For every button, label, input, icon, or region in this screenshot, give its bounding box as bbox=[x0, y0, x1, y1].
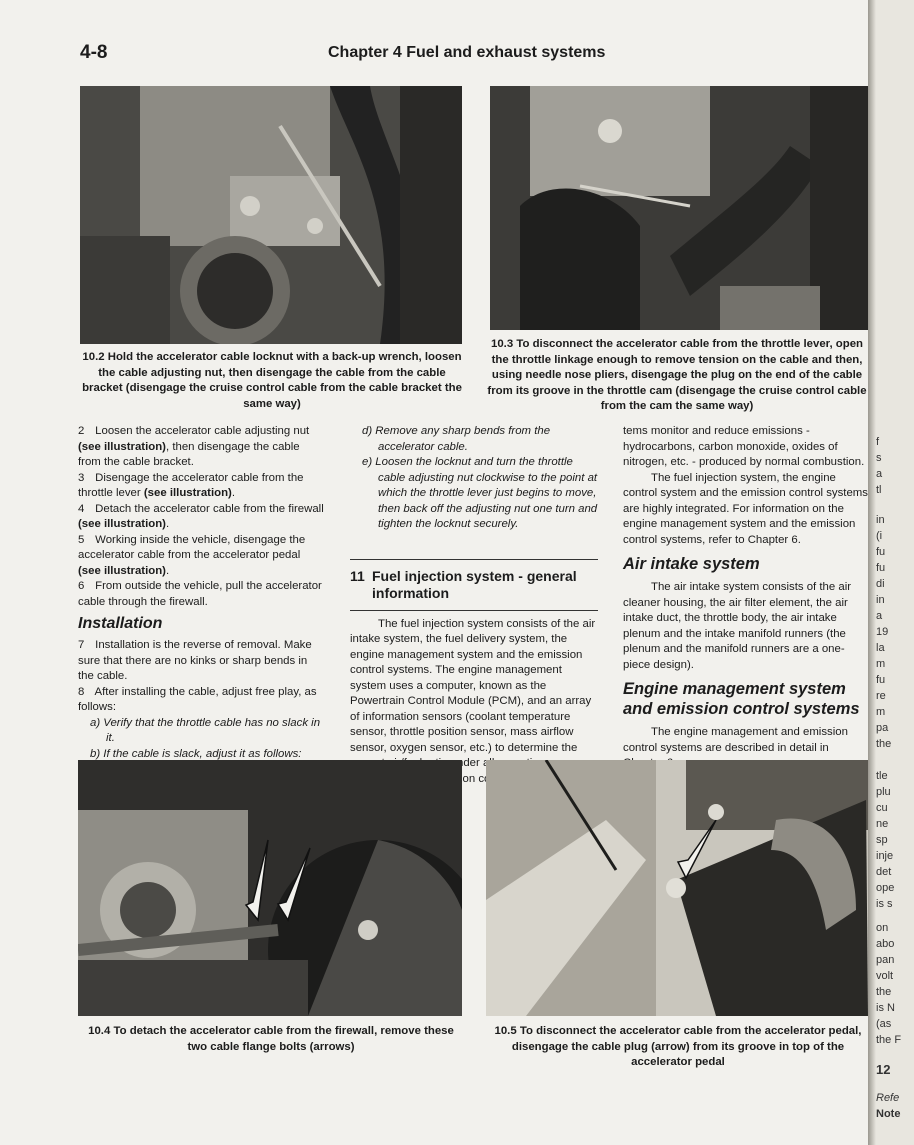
installation-heading: Installation bbox=[78, 615, 163, 632]
next-page-line: in bbox=[876, 594, 885, 606]
step-7: 7 Installation is the reverse of removal. Make sure that there are no kinks or sharp bends in the cable. bbox=[78, 639, 312, 682]
next-page-line: the bbox=[876, 738, 892, 750]
next-page-line: tle bbox=[876, 770, 888, 782]
next-page-line: 19 bbox=[876, 626, 889, 638]
step-8: 8 After installing the cable, adjust free play, as follows: bbox=[78, 685, 317, 713]
step-2: 2 Loosen the accelerator cable adjusting nut (see illustration), then disengage the cable from the cable bracket. bbox=[78, 425, 310, 468]
text-column-2 bbox=[350, 424, 598, 787]
next-page-line: a bbox=[876, 610, 883, 622]
next-page-line: a bbox=[876, 468, 883, 480]
next-page-line: m bbox=[876, 706, 886, 718]
continued-text: tems monitor and reduce emissions - hydrocarbons, carbon monoxide, oxides of nitrogen, etc. - produced by normal combustion. bbox=[623, 425, 865, 468]
step-3: 3 Disengage the accelerator cable from the throttle lever (see illustration). bbox=[78, 471, 304, 499]
sub-item-d: d) Remove any sharp bends from the accelerator cable. bbox=[362, 425, 551, 453]
photo-fig-10-3 bbox=[490, 86, 868, 330]
next-page-line: (as bbox=[876, 1018, 892, 1030]
chapter-title: Chapter 4 Fuel and exhaust systems bbox=[328, 44, 606, 61]
step-6: 6 From outside the vehicle, pull the accelerator cable through the firewall. bbox=[78, 580, 322, 608]
next-page-line: fu bbox=[876, 674, 886, 686]
next-page-line: pa bbox=[876, 722, 889, 734]
section-11-heading: 11 Fuel injection system - general information bbox=[350, 567, 577, 601]
text-column-1 bbox=[78, 424, 324, 793]
next-page-line: fu bbox=[876, 546, 886, 558]
next-page-line: plu bbox=[876, 786, 891, 798]
next-page-line: the F bbox=[876, 1034, 902, 1046]
next-page-line: tl bbox=[876, 484, 882, 496]
engine-management-body: The engine management and emission control systems are described in detail in bbox=[623, 726, 848, 754]
next-page-line: re bbox=[876, 690, 886, 702]
next-page-line: sp bbox=[876, 834, 888, 846]
next-page-line: f bbox=[876, 436, 880, 448]
sub-item-b: b) If the cable is slack, adjust it as follows: bbox=[90, 747, 302, 760]
next-page-line: pan bbox=[876, 954, 895, 966]
next-page-line: Note bbox=[876, 1108, 901, 1120]
next-page-line: inje bbox=[876, 850, 894, 862]
next-page-line: fu bbox=[876, 562, 886, 574]
step-4: 4 Detach the accelerator cable from the firewall (see illustration). bbox=[78, 502, 324, 530]
page-spine bbox=[868, 0, 876, 1145]
next-page-line: in bbox=[876, 514, 885, 526]
next-page-line: Refe bbox=[876, 1092, 900, 1104]
caption-fig-10-2: 10.2 Hold the accelerator cable locknut with a back-up wrench, loosen the cable adjusting nut, then disengage the cable from the cable bracket (disengage the cruise control cable from the cable bracket the same way) bbox=[82, 351, 462, 410]
caption-fig-10-5: 10.5 To disconnect the accelerator cable from the accelerator pedal, disengage the cable plug (arrow) from its groove in top of the accelerator pedal bbox=[494, 1025, 862, 1068]
integration-paragraph: The fuel injection system, the engine control system and the emission control systems are highly integrated. For information on the engine management system and the emission control systems, refer to Chapter 6. bbox=[623, 471, 868, 546]
sub-item-a: a) Verify that the throttle cable has no slack in it. bbox=[90, 716, 321, 744]
section-11-body: The fuel injection system consists of the air intake system, the fuel delivery system, the engine management system and the emission control systems. The engine management system uses a computer, known as the Powertrain Control Module (PCM), and an array of information sensors (coolant temperature sensor, throttle position sensor, mass airflow sensor, oxygen sensor, etc.) to determine the under bbox=[350, 617, 596, 769]
step-5: 5 Working inside the vehicle, disengage the accelerator cable from the accelerator pedal (see illustration). bbox=[78, 533, 306, 577]
next-page-line: di bbox=[876, 578, 885, 590]
text-column-3 bbox=[623, 424, 868, 772]
next-page-line: s bbox=[876, 452, 882, 464]
next-page-line: det bbox=[876, 866, 892, 878]
adjacent-page-edge bbox=[868, 0, 914, 1145]
section-rule-bottom bbox=[350, 610, 598, 611]
caption-fig-10-4: 10.4 To detach the accelerator cable from the firewall, remove these two cable flange bolts (arrows) bbox=[88, 1025, 454, 1053]
next-page-line: la bbox=[876, 642, 885, 654]
air-intake-heading: Air intake system bbox=[623, 555, 760, 573]
next-page-line: (i bbox=[876, 530, 883, 542]
next-page-line: is s bbox=[876, 898, 893, 910]
next-page-line: ne bbox=[876, 818, 889, 830]
next-page-line: is N bbox=[876, 1002, 895, 1014]
next-page-line: cu bbox=[876, 802, 888, 814]
air-intake-body: The air intake system consists of the air cleaner housing, the air filter element, the air intake duct, the throttle body, the air intake plenum and the intake manifold runners (the plenum and the manifold runners are a one-piece design). bbox=[623, 581, 852, 671]
photo-fig-10-4 bbox=[78, 760, 462, 1016]
next-page-line: m bbox=[876, 658, 886, 670]
caption-fig-10-3: 10.3 To disconnect the accelerator cable from the throttle lever, open the throttle linkage enough to remove tension on the cable and then, using needle nose pliers, disengage the plug on the end of the cable from its groove in the throttle cam (disengage the cruise control cable from the cam the same way) bbox=[487, 338, 867, 412]
sub-item-e: e) Loosen the locknut and turn the throttle cable adjusting nut clockwise to the point at which the throttle lever just begins to move, then back off the adjusting nut one turn and tighten the locknut securely. bbox=[362, 456, 598, 530]
section-rule bbox=[350, 559, 598, 560]
next-page-line: the bbox=[876, 986, 892, 998]
next-page-line: on bbox=[876, 922, 889, 934]
engine-management-heading: Engine management system and emission control systems bbox=[623, 680, 860, 718]
next-page-line: 12 bbox=[876, 1062, 891, 1077]
page-number: 4-8 bbox=[80, 42, 108, 63]
photo-fig-10-5 bbox=[486, 760, 868, 1016]
next-page-line: ope bbox=[876, 882, 895, 894]
next-page-line: abo bbox=[876, 938, 895, 950]
photo-fig-10-2 bbox=[80, 86, 462, 344]
next-page-line: volt bbox=[876, 970, 894, 982]
